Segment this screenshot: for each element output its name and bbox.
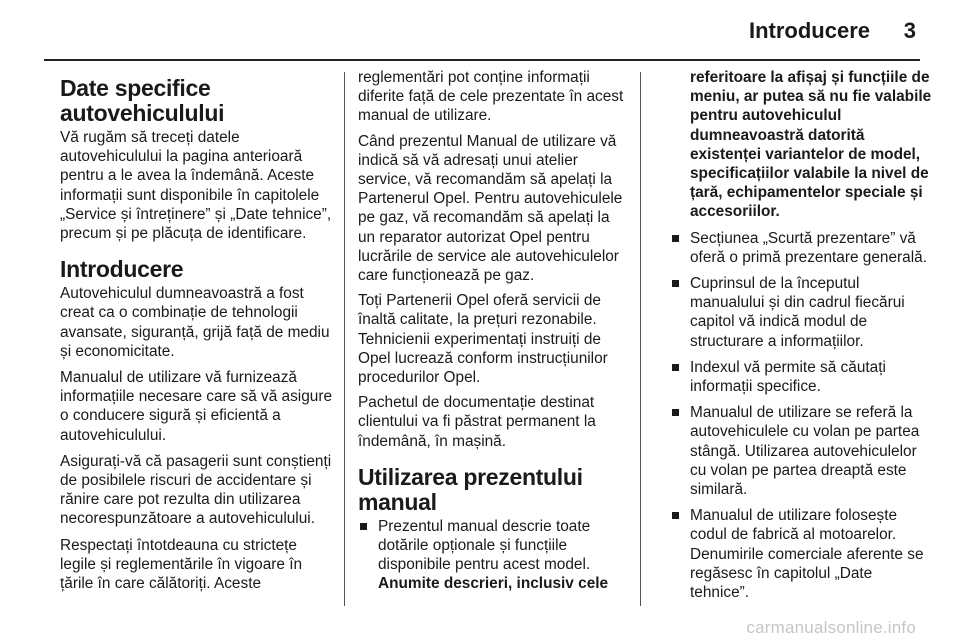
square-bullet-icon bbox=[672, 235, 679, 242]
column-divider-2 bbox=[640, 72, 641, 606]
list-item bbox=[670, 403, 932, 499]
header-title: Introducere bbox=[748, 18, 870, 43]
bullet-list bbox=[670, 229, 932, 603]
list-item bbox=[670, 358, 932, 396]
bullet-list bbox=[358, 517, 628, 594]
page-number: 3 bbox=[903, 18, 916, 43]
list-item-text: Prezentul manual descrie toate dotările opționale și funcțiile disponibile pentru acest model. bbox=[378, 517, 591, 574]
column-3 bbox=[670, 68, 932, 609]
square-bullet-icon bbox=[672, 280, 679, 287]
paragraph: Când prezentul Manual de utilizare vă indică să vă adresați unui atelier service, vă recomandăm să apelați la Partenerul Opel. Pentru autovehiculele pe gaz, vă recomandăm să apelați la un reparator autorizat Opel pentru lucrările de service ale autovehiculelor care funcționează pe gaz. bbox=[358, 132, 623, 285]
column-1 bbox=[60, 68, 336, 600]
square-bullet-icon bbox=[672, 409, 679, 416]
list-item bbox=[358, 517, 628, 594]
page-header bbox=[0, 0, 960, 62]
header-rule bbox=[44, 59, 920, 61]
paragraph: Vă rugăm să treceți datele autovehiculului la pagina anterioară pentru a le avea la îndemână. Aceste informații sunt disponibile în capitolele „Service și întreținere” și „Date tehnice”, precum și pe plăcuța de identificare. bbox=[60, 129, 332, 243]
square-bullet-icon bbox=[360, 523, 367, 530]
paragraph: Respectați întotdeauna cu strictețe legile și reglementările în vigoare în țările în care călătoriți. Aceste bbox=[60, 536, 303, 593]
list-item-text: Manualul de utilizare se referă la autovehiculele cu volan pe partea stângă. Utilizarea autovehiculelor cu volan pe partea dreaptă este similară. bbox=[690, 404, 920, 499]
list-item bbox=[670, 229, 932, 267]
list-item-text: Manualul de utilizare folosește codul de fabrică al motoarelor. Denumirile comerciale aferente se regăsesc în capitolul „Date tehnice”. bbox=[690, 507, 924, 602]
bold-continuation: referitoare la afișaj și funcțiile de meniu, ar putea să nu fie valabile pentru autovehiculul dumneavoastră datorită existenței variantelor de model, specificațiilor valabile la nivel de țară, echipamentelor speciale și accesoriilor. bbox=[690, 69, 932, 221]
column-divider-1 bbox=[344, 72, 345, 606]
paragraph: Toți Partenerii Opel oferă servicii de înaltă calitate, la prețuri rezonabile. Tehnicienii experimentați instruiți de Opel lucrează conform instrucțiunilor procedurilor Opel. bbox=[358, 292, 608, 387]
list-item-text: Cuprinsul de la începutul manualului și din cadrul fiecărui capitol vă indică modul de structurare a informațiilor. bbox=[690, 275, 905, 350]
list-item-text: Indexul vă permite să căutați informații specifice. bbox=[690, 358, 886, 396]
heading-date-specifice: Date specifice autovehiculului bbox=[60, 75, 225, 126]
square-bullet-icon bbox=[672, 512, 679, 519]
list-item-bold-text: Anumite descrieri, inclusiv cele bbox=[378, 575, 609, 593]
square-bullet-icon bbox=[672, 364, 679, 371]
heading-introducere: Introducere bbox=[60, 256, 184, 283]
list-item bbox=[670, 274, 932, 351]
paragraph: Autovehiculul dumneavoastră a fost creat ca o combinație de tehnologii avansate, siguranță, grijă față de mediu și economicitate. bbox=[60, 285, 330, 360]
paragraph: Asigurați-vă că pasagerii sunt conștienți de posibilele riscuri de accidentare și rănire care pot rezulta din utilizarea necorespunzătoare a autovehiculului. bbox=[60, 452, 332, 528]
list-item-text: Secțiunea „Scurtă prezentare” vă oferă o primă prezentare generală. bbox=[690, 229, 927, 266]
list-item bbox=[670, 506, 932, 602]
paragraph: Pachetul de documentație destinat clientului va fi păstrat permanent la îndemână, în mașină. bbox=[358, 394, 596, 450]
heading-utilizarea-manual: Utilizarea prezentului manual bbox=[358, 463, 583, 515]
watermark: carmanualsonline.info bbox=[746, 618, 916, 637]
column-2 bbox=[358, 68, 628, 601]
paragraph: reglementări pot conține informații diferite față de cele prezentate în acest manual de utilizare. bbox=[358, 69, 624, 125]
paragraph: Manualul de utilizare vă furnizează informațiile necesare care să vă asigure o conducere sigură și eficientă a autovehiculului. bbox=[60, 369, 333, 444]
